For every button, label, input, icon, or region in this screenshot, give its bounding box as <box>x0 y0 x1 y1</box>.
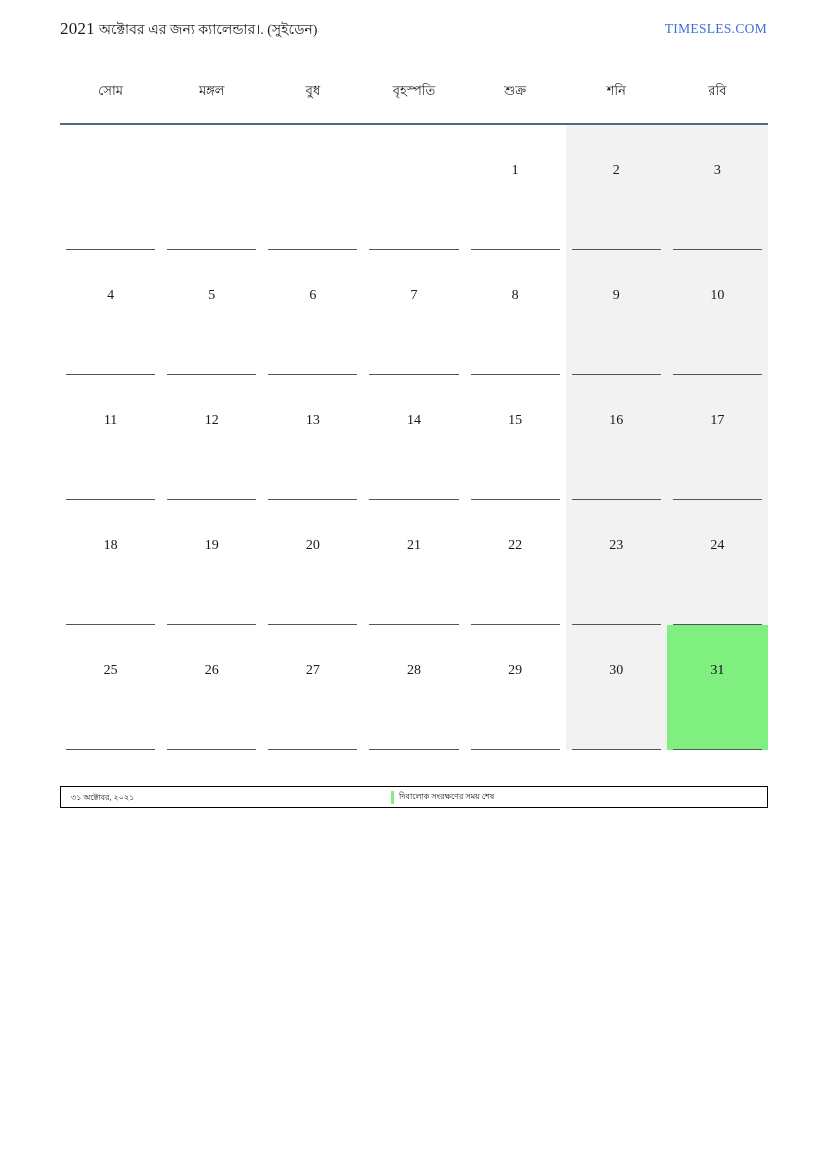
cell-rule <box>167 749 256 750</box>
calendar-day-cell[interactable] <box>363 500 464 625</box>
calendar-day-cell[interactable] <box>262 124 363 250</box>
calendar-day-cell[interactable] <box>262 375 363 500</box>
legend-entry-dst <box>391 790 494 804</box>
legend-date: ৩১ অক্টোবর, ২০২১ <box>71 793 135 802</box>
calendar-day-cell[interactable] <box>363 625 464 750</box>
calendar-week-row <box>60 250 768 375</box>
calendar-day-cell[interactable] <box>363 250 464 375</box>
calendar-day-cell[interactable] <box>465 250 566 375</box>
calendar-day-cell[interactable] <box>363 375 464 500</box>
weekday-header-tue: মঙ্গল <box>161 82 262 124</box>
calendar-week-row <box>60 625 768 750</box>
day-number: 28 <box>406 663 421 678</box>
title-year: 2021 <box>60 19 95 38</box>
cell-rule <box>471 749 560 750</box>
calendar-day-cell[interactable] <box>262 625 363 750</box>
page-header <box>60 18 767 44</box>
calendar-day-cell[interactable] <box>262 500 363 625</box>
calendar-day-cell[interactable] <box>161 625 262 750</box>
calendar-day-cell[interactable] <box>667 250 768 375</box>
calendar-day-cell[interactable] <box>566 500 667 625</box>
weekday-header-fri: শুক্র <box>465 82 566 124</box>
weekday-header-sat: শনি <box>566 82 667 124</box>
calendar-day-cell[interactable] <box>667 124 768 250</box>
weekday-header-mon: সোম <box>60 82 161 124</box>
cell-rule <box>572 749 661 750</box>
day-number: 18 <box>103 538 118 553</box>
day-number: 26 <box>204 663 219 678</box>
day-number: 27 <box>305 663 320 678</box>
calendar-day-cell[interactable] <box>667 375 768 500</box>
day-number: 25 <box>103 663 118 678</box>
calendar-day-cell[interactable] <box>60 375 161 500</box>
cell-rule <box>369 749 458 750</box>
calendar-week-row <box>60 500 768 625</box>
calendar-day-cell[interactable] <box>566 124 667 250</box>
brand-link[interactable]: TIMESLES.COM <box>664 21 767 36</box>
calendar-grid <box>60 82 768 750</box>
day-number: 11 <box>103 413 118 428</box>
calendar-table <box>60 82 768 750</box>
calendar-day-cell[interactable] <box>60 250 161 375</box>
day-number: 21 <box>406 538 421 553</box>
legend-entry-label: দিবালোক সংরক্ষণের সময় শেষ <box>399 791 495 801</box>
day-number: 14 <box>406 413 421 428</box>
day-number: 1 <box>511 163 519 178</box>
day-number: 23 <box>609 538 624 553</box>
day-number: 15 <box>508 413 523 428</box>
day-number: 22 <box>508 538 523 553</box>
day-number: 7 <box>410 288 418 303</box>
weekday-header-wed: বুধ <box>262 82 363 124</box>
calendar-day-cell[interactable] <box>161 500 262 625</box>
calendar-week-row <box>60 124 768 250</box>
calendar-day-cell-highlighted[interactable] <box>667 625 768 750</box>
calendar-day-cell[interactable] <box>161 375 262 500</box>
page-title <box>60 18 317 42</box>
day-number: 20 <box>305 538 320 553</box>
day-number: 19 <box>204 538 219 553</box>
calendar-day-cell[interactable] <box>363 124 464 250</box>
day-number: 8 <box>511 288 519 303</box>
day-number: 12 <box>204 413 219 428</box>
cell-rule <box>673 749 762 750</box>
weekday-header-thu: বৃহস্পতি <box>363 82 464 124</box>
calendar-day-cell[interactable] <box>161 124 262 250</box>
calendar-day-cell[interactable] <box>566 375 667 500</box>
calendar-day-cell[interactable] <box>60 625 161 750</box>
legend-bar <box>60 786 768 808</box>
calendar-header-row <box>60 82 768 124</box>
day-number: 29 <box>508 663 523 678</box>
calendar-day-cell[interactable] <box>566 250 667 375</box>
legend-color-swatch <box>391 791 394 804</box>
day-number: 3 <box>713 163 721 178</box>
day-number: 10 <box>710 288 725 303</box>
day-number: 16 <box>609 413 624 428</box>
day-number: 13 <box>305 413 320 428</box>
calendar-day-cell[interactable] <box>465 500 566 625</box>
day-number: 4 <box>107 288 115 303</box>
calendar-day-cell[interactable] <box>667 500 768 625</box>
title-text: অক্টোবর এর জন্য ক্যালেন্ডার।. (সুইডেন) <box>98 23 318 38</box>
day-number: 9 <box>612 288 620 303</box>
day-number: 30 <box>609 663 624 678</box>
calendar-week-row <box>60 375 768 500</box>
cell-rule <box>66 749 155 750</box>
calendar-day-cell[interactable] <box>60 124 161 250</box>
day-number: 2 <box>612 163 620 178</box>
calendar-day-cell[interactable] <box>262 250 363 375</box>
calendar-day-cell[interactable] <box>465 375 566 500</box>
calendar-day-cell[interactable] <box>161 250 262 375</box>
calendar-day-cell[interactable] <box>465 124 566 250</box>
calendar-day-cell[interactable] <box>60 500 161 625</box>
day-number: 6 <box>309 288 317 303</box>
day-number: 5 <box>208 288 216 303</box>
day-number: 24 <box>710 538 725 553</box>
cell-rule <box>268 749 357 750</box>
day-number: 31 <box>710 663 725 678</box>
calendar-day-cell[interactable] <box>465 625 566 750</box>
calendar-body <box>60 124 768 750</box>
day-number: 17 <box>710 413 725 428</box>
calendar-day-cell[interactable] <box>566 625 667 750</box>
weekday-header-sun: রবি <box>667 82 768 124</box>
